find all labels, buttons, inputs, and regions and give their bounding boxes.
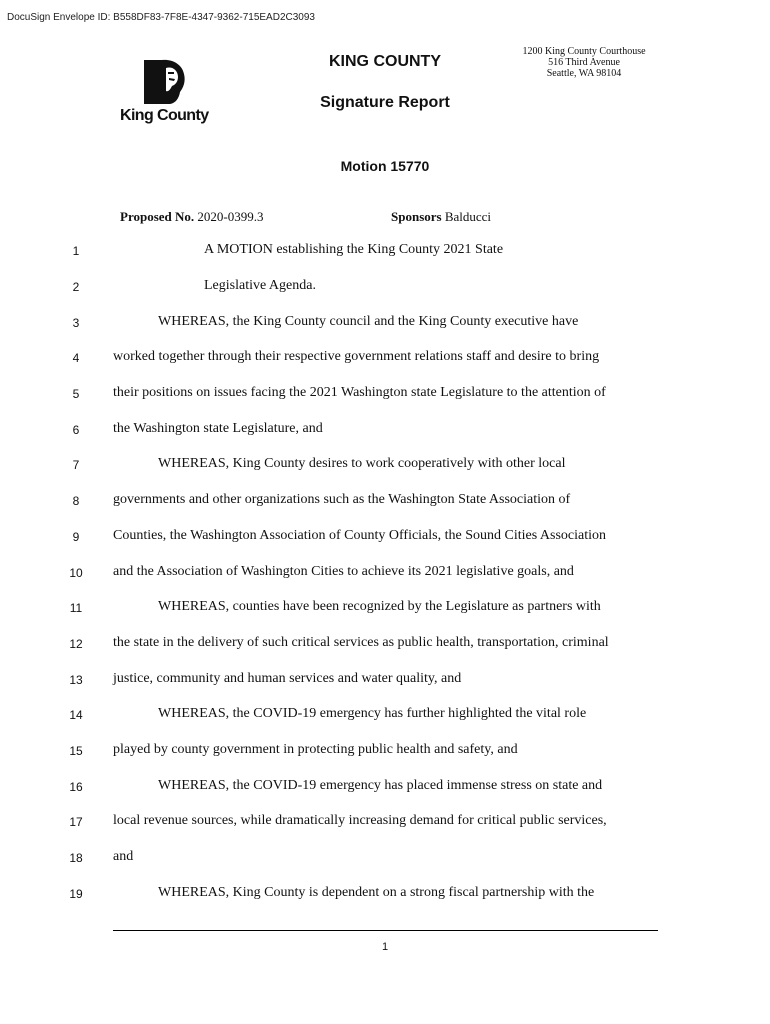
line-number: 17 — [69, 815, 83, 829]
body-line: WHEREAS, the COVID-19 emergency has further highlighted the vital role — [158, 706, 587, 721]
line-number: 10 — [69, 566, 83, 580]
line-number: 1 — [72, 244, 80, 258]
body-line: played by county government in protecting public health and safety, and — [113, 742, 518, 757]
proposed-label: Proposed No. — [120, 209, 195, 224]
line-number: 4 — [72, 351, 80, 365]
address-line: 1200 King County Courthouse — [522, 46, 646, 57]
line-number: 12 — [69, 637, 83, 651]
line-number: 5 — [72, 387, 80, 401]
sponsors-label: Sponsors — [391, 209, 442, 224]
line-number: 9 — [72, 530, 80, 544]
body-line: WHEREAS, the COVID-19 emergency has placed immense stress on state and — [158, 778, 603, 793]
line-number: 13 — [69, 673, 83, 687]
king-county-logo-icon — [142, 58, 188, 106]
footer-divider — [113, 930, 658, 931]
logo-text: King County — [120, 107, 209, 124]
body-line: worked together through their respective government relations staff and desire to bring — [113, 349, 600, 364]
king-county-logo — [116, 58, 214, 128]
body-line: WHEREAS, counties have been recognized by the Legislature as partners with — [158, 599, 601, 614]
line-number: 7 — [72, 458, 80, 472]
body-line: and — [113, 849, 134, 864]
sponsors — [391, 209, 491, 225]
courthouse-address — [506, 46, 662, 79]
body-line: WHEREAS, the King County council and the King County executive have — [158, 314, 579, 329]
body-line: their positions on issues facing the 2021 Washington state Legislature to the attention of — [113, 385, 606, 400]
line-number: 19 — [69, 887, 83, 901]
proposed-value: 2020-0399.3 — [197, 209, 264, 224]
motion-title: Motion 15770 — [340, 158, 430, 174]
line-number: 8 — [72, 494, 80, 508]
body-line: Legislative Agenda. — [204, 278, 316, 293]
line-number: 3 — [72, 316, 80, 330]
line-number: 18 — [69, 851, 83, 865]
address-line: 516 Third Avenue — [548, 57, 620, 68]
line-number: 14 — [69, 708, 83, 722]
line-number: 2 — [72, 280, 80, 294]
body-line: the Washington state Legislature, and — [113, 421, 323, 436]
line-number: 16 — [69, 780, 83, 794]
sponsors-value: Balducci — [444, 209, 492, 224]
line-number: 15 — [69, 744, 83, 758]
line-number: 6 — [72, 423, 80, 437]
body-line: WHEREAS, King County is dependent on a strong fiscal partnership with the — [158, 885, 595, 900]
body-line: governments and other organizations such as the Washington State Association of — [113, 492, 571, 507]
line-number: 11 — [69, 601, 83, 615]
body-line: justice, community and human services and water quality, and — [113, 671, 462, 686]
docusign-envelope-id: DocuSign Envelope ID: B558DF83-7F8E-4347-9362-715EAD2C3093 — [7, 12, 315, 23]
page-number: 1 — [381, 941, 389, 953]
report-title: Signature Report — [320, 94, 450, 111]
body-line: local revenue sources, while dramatically increasing demand for critical public services, — [113, 813, 607, 828]
body-line: and the Association of Washington Cities to achieve its 2021 legislative goals, and — [113, 564, 574, 579]
body-line: Counties, the Washington Association of County Officials, the Sound Cities Association — [113, 528, 607, 543]
body-line: A MOTION establishing the King County 2021 State — [204, 242, 504, 257]
county-title: KING COUNTY — [329, 53, 441, 70]
body-line: the state in the delivery of such critical services as public health, transportation, criminal — [113, 635, 609, 650]
proposed-number — [120, 209, 264, 225]
body-line: WHEREAS, King County desires to work cooperatively with other local — [158, 456, 566, 471]
address-line: Seattle, WA 98104 — [546, 68, 622, 79]
